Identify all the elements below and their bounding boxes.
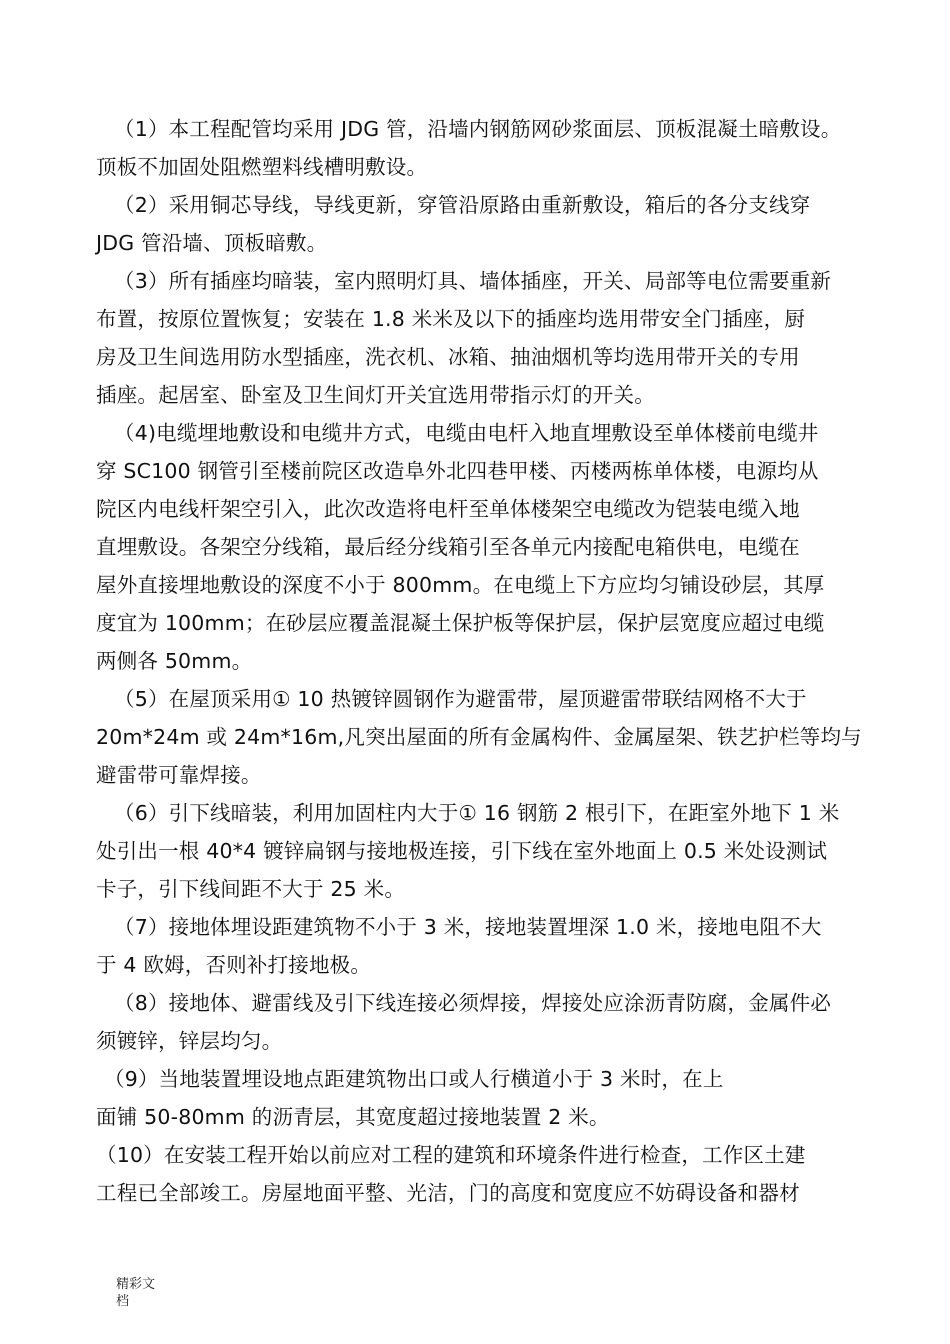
footer-note: 档 — [116, 1294, 130, 1309]
text-line: 布置，按原位置恢复；安装在 1.8 米米及以下的插座均选用带安全门插座，厨 — [96, 307, 806, 331]
text-line: 面铺 50-80mm 的沥青层，其宽度超过接地装置 2 米。 — [96, 1105, 610, 1129]
text-line: 工程已全部竣工。房屋地面平整、光洁，门的高度和宽度应不妨碍设备和器材 — [96, 1181, 800, 1205]
text-line: 插座。起居室、卧室及卫生间灯开关宜选用带指示灯的开关。 — [96, 383, 655, 407]
text-line: 20m*24m 或 24m*16m,凡突出屋面的所有金属构件、金属屋架、铁艺护栏等均与 — [96, 725, 862, 749]
text-line: 穿 SC100 钢管引至楼前院区改造阜外北四巷甲楼、丙楼两栋单体楼，电源均从 — [96, 459, 819, 483]
text-line: 避雷带可靠焊接。 — [96, 763, 262, 787]
text-line: 顶板不加固处阻燃塑料线槽明敷设。 — [96, 155, 428, 179]
text-line: 两侧各 50mm。 — [96, 649, 253, 673]
footer-note: 精彩文 — [116, 1277, 156, 1292]
text-line: （1）本工程配管均采用 JDG 管，沿墙内钢筋网砂浆面层、顶板混凝土暗敷设。 — [114, 117, 842, 141]
text-line: （10）在安装工程开始以前应对工程的建筑和环境条件进行检查，工作区土建 — [96, 1143, 806, 1167]
text-line: （7）接地体埋设距建筑物不小于 3 米，接地装置埋深 1.0 米，接地电阻不大 — [114, 915, 822, 939]
text-line: 卡子，引下线间距不大于 25 米。 — [96, 877, 406, 901]
text-line: 房及卫生间选用防水型插座，洗衣机、冰箱、抽油烟机等均选用带开关的专用 — [96, 345, 800, 369]
text-line: （5）在屋顶采用① 10 热镀锌圆钢作为避雷带，屋顶避雷带联结网格不大于 — [114, 687, 807, 711]
text-line: 于 4 欧姆，否则补打接地极。 — [96, 953, 372, 977]
text-line: 度宜为 100mm；在砂层应覆盖混凝土保护板等保护层，保护层宽度应超过电缆 — [96, 611, 825, 635]
text-line: JDG 管沿墙、顶板暗敷。 — [96, 231, 328, 255]
text-line: 院区内电线杆架空引入，此次改造将电杆至单体楼架空电缆改为铠装电缆入地 — [96, 497, 800, 521]
text-line: （4)电缆埋地敷设和电缆井方式，电缆由电杆入地直埋敷设至单体楼前电缆井 — [114, 421, 819, 445]
text-line: （2）采用铜芯导线，导线更新，穿管沿原路由重新敷设，箱后的各分支线穿 — [114, 193, 811, 217]
text-line: 须镀锌，锌层均匀。 — [96, 1029, 283, 1053]
text-line: （8）接地体、避雷线及引下线连接必须焊接，焊接处应涂沥青防腐，金属件必 — [114, 991, 832, 1015]
text-line: 处引出一根 40*4 镀锌扁钢与接地极连接，引下线在室外地面上 0.5 米处设测试 — [96, 839, 828, 863]
text-line: （3）所有插座均暗装，室内照明灯具、墙体插座，开关、局部等电位需要重新 — [114, 269, 832, 293]
text-line: 屋外直接埋地敷设的深度不小于 800mm。在电缆上下方应均匀铺设砂层，其厚 — [96, 573, 825, 597]
text-line: 直埋敷设。各架空分线箱，最后经分线箱引至各单元内接配电箱供电，电缆在 — [96, 535, 800, 559]
text-line: （9）当地装置埋设地点距建筑物出口或人行横道小于 3 米时，在上 — [104, 1067, 724, 1091]
text-line: （6）引下线暗装，利用加固柱内大于① 16 钢筋 2 根引下，在距室外地下 1 米 — [114, 801, 840, 825]
